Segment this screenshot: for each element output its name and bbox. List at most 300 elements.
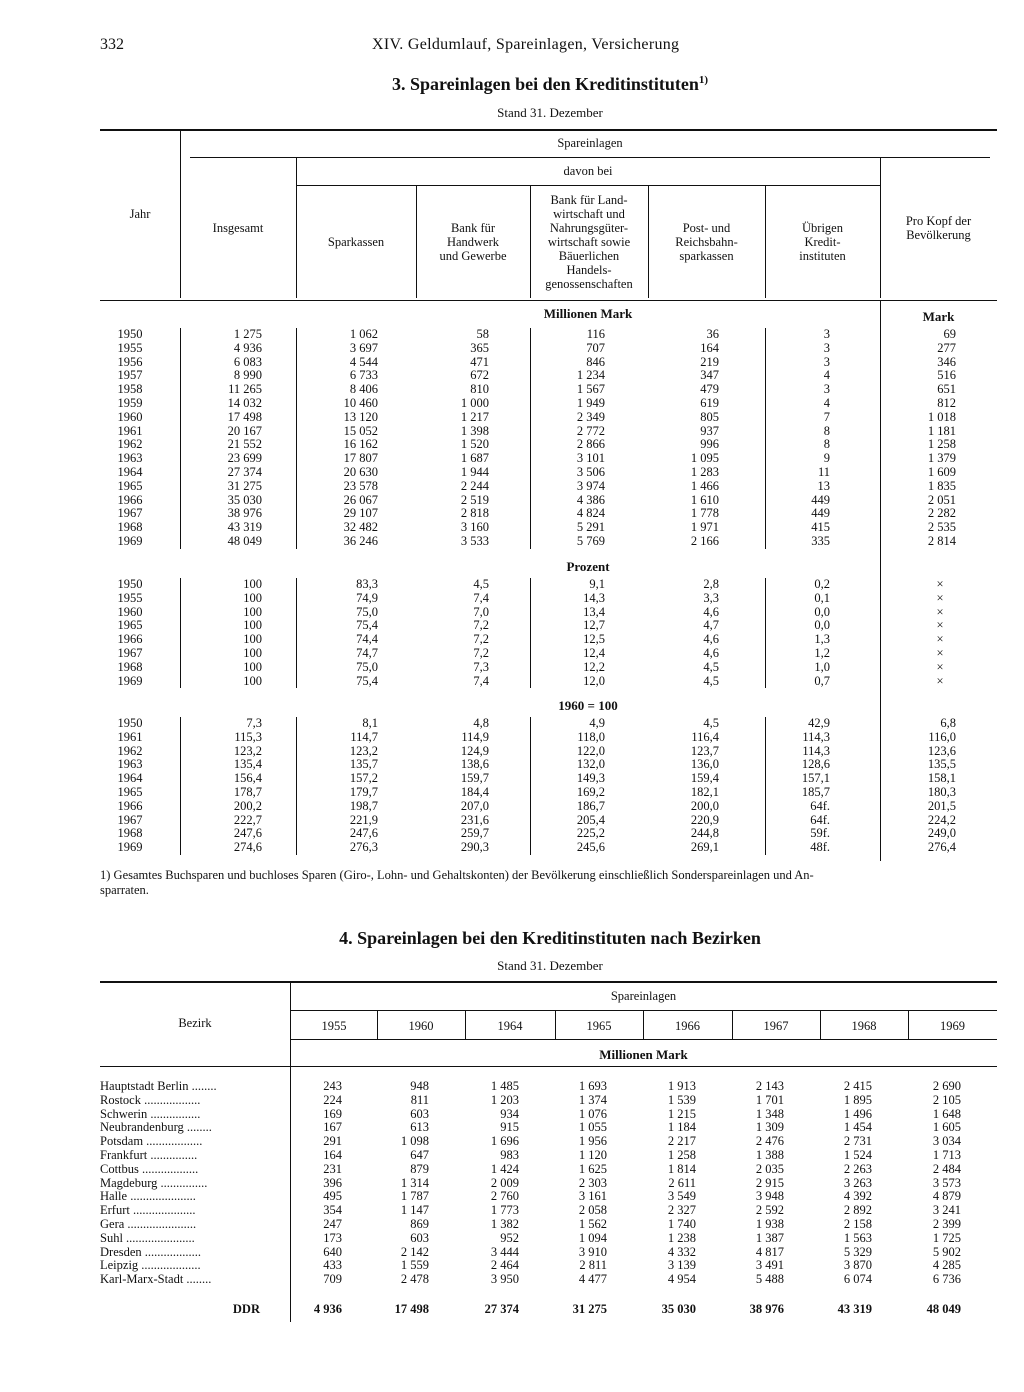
ddr-total-cell: 31 275 <box>572 1302 607 1316</box>
bezirk-name: Schwerin ................ <box>100 1106 201 1121</box>
table-cell: 1968 <box>117 826 143 841</box>
table4-rule-years <box>290 1039 997 1040</box>
table-cell: 231,6 <box>460 812 489 827</box>
table-cell: 12,7 <box>583 618 605 633</box>
table-cell: 3 139 <box>667 1258 696 1273</box>
table-cell: 156,4 <box>233 771 262 786</box>
table-cell: 136,0 <box>690 757 719 772</box>
table-cell: 1962 <box>117 437 143 452</box>
ddr-total-cell: 4 936 <box>313 1302 342 1316</box>
table-cell: 3 <box>823 327 830 341</box>
table-cell: 1966 <box>117 798 143 813</box>
table-cell: 35 030 <box>227 492 262 507</box>
table-cell: 1 314 <box>400 1175 429 1190</box>
bezirk-name: Halle ..................... <box>100 1189 196 1204</box>
table-cell: 1960 <box>117 409 143 424</box>
table-cell: 6 083 <box>233 354 262 369</box>
post-column <box>650 717 719 855</box>
table4-year-vrule <box>908 1011 909 1039</box>
table-cell: 1 095 <box>690 451 719 466</box>
table-cell: 1 605 <box>932 1120 961 1135</box>
header-bank-landwirtschaft: Bank für Land- wirtschaft und Nahrungsgüter- wirtschaft sowie Bäuerlichen Handels- genossenschaften <box>545 193 633 291</box>
table-cell: 1 559 <box>400 1258 429 1273</box>
table-cell: 116,4 <box>691 729 719 744</box>
table-cell: 4,8 <box>473 716 489 730</box>
table-cell: 2 915 <box>755 1175 784 1190</box>
table-cell: 1 944 <box>460 464 489 479</box>
bezirk-name: Dresden .................. <box>100 1244 202 1259</box>
table-cell: 937 <box>700 423 719 438</box>
table-cell: 185,7 <box>801 784 830 799</box>
table-cell: 7,2 <box>473 632 489 647</box>
table3-rule-spareinlagen <box>190 157 990 158</box>
table-cell: 2 519 <box>460 492 489 507</box>
table-cell: 3 160 <box>460 520 489 535</box>
table-cell: 2 142 <box>400 1244 429 1259</box>
table-cell: 167 <box>323 1120 342 1135</box>
table-cell: 2 611 <box>668 1175 696 1190</box>
table-cell: × <box>936 577 944 591</box>
table4-year-column <box>643 1080 696 1287</box>
table-cell: 224,2 <box>927 812 956 827</box>
table-cell: 157,2 <box>349 771 378 786</box>
pro-kopf-column <box>884 717 956 855</box>
table-cell: 12,0 <box>583 673 605 688</box>
table-cell: 3 <box>823 340 830 355</box>
table-cell: 1961 <box>117 423 143 438</box>
table-cell: 1 778 <box>690 506 719 521</box>
table-cell: 115,3 <box>234 729 262 744</box>
table-cell: 1 454 <box>843 1120 872 1135</box>
table-cell: 879 <box>410 1161 429 1176</box>
table-cell: 3 948 <box>755 1189 784 1204</box>
table-cell: 7,0 <box>473 604 489 619</box>
table-cell: 249,0 <box>927 826 956 841</box>
table-cell: 69 <box>943 327 956 341</box>
table-cell: 4 332 <box>667 1244 696 1259</box>
table-cell: 1 562 <box>578 1216 607 1231</box>
section-vrule <box>765 578 766 688</box>
table-cell: 0,2 <box>814 577 830 591</box>
table4-year-header: 1965 <box>586 1019 612 1033</box>
table-cell: 231 <box>323 1161 342 1176</box>
table-cell: 2 772 <box>576 423 605 438</box>
table-cell: 983 <box>500 1147 519 1162</box>
table-cell: 20 630 <box>343 464 378 479</box>
table-cell: 114,9 <box>461 729 489 744</box>
header-spareinlagen: Spareinlagen <box>557 136 623 150</box>
ddr-total-cell: 35 030 <box>661 1302 696 1316</box>
year-column <box>100 578 160 688</box>
table-cell: 36 246 <box>343 533 378 548</box>
table-cell: × <box>936 673 944 688</box>
table-cell: 1967 <box>117 812 143 827</box>
header-davon-bei: davon bei <box>563 164 613 178</box>
table-cell: 1 956 <box>578 1134 607 1149</box>
table-cell: 1 018 <box>927 409 956 424</box>
section-vrule <box>765 717 766 855</box>
table-cell: 603 <box>410 1230 429 1245</box>
table-cell: 135,4 <box>233 757 262 772</box>
table-cell: 1 388 <box>755 1147 784 1162</box>
table-cell: 17 807 <box>343 451 378 466</box>
table-cell: 1 563 <box>843 1230 872 1245</box>
table4-year-header: 1960 <box>408 1019 434 1033</box>
table3-subtitle: Stand 31. Dezember <box>497 105 603 120</box>
table-cell: 1 913 <box>667 1079 696 1093</box>
table-cell: 2 263 <box>843 1161 872 1176</box>
section-unit-index: 1960 = 100 <box>558 698 618 713</box>
table-cell: 5 902 <box>932 1244 961 1259</box>
table-cell: 4 824 <box>576 506 605 521</box>
table-cell: 75,0 <box>356 604 378 619</box>
table-cell: 1 258 <box>667 1147 696 1162</box>
table-cell: 3 161 <box>578 1189 607 1204</box>
table4-subtitle: Stand 31. Dezember <box>497 958 603 973</box>
table-cell: 100 <box>243 673 262 688</box>
table-cell: 186,7 <box>576 798 605 813</box>
table-cell: 201,5 <box>927 798 956 813</box>
table-cell: 13,4 <box>583 604 605 619</box>
table-cell: 2 814 <box>927 533 956 548</box>
table3-top-rule <box>100 129 997 131</box>
table-cell: 1969 <box>117 673 143 688</box>
bezirk-name: Suhl ...................... <box>100 1230 195 1245</box>
table4-year-vrule <box>643 1011 644 1039</box>
table-cell: 158,1 <box>927 771 956 786</box>
table-cell: 14 032 <box>227 395 262 410</box>
table-cell: 1962 <box>117 743 143 758</box>
table-cell: 672 <box>470 368 489 383</box>
table-cell: 1 466 <box>690 478 719 493</box>
table3-vrule <box>180 130 181 298</box>
table-cell: 1 520 <box>460 437 489 452</box>
bank-landwirtschaft-column <box>534 717 605 855</box>
table-cell: 4,6 <box>703 632 719 647</box>
year-column <box>100 328 160 549</box>
table-cell: 222,7 <box>233 812 262 827</box>
table-cell: 805 <box>700 409 719 424</box>
table-cell: 128,6 <box>801 757 830 772</box>
table-cell: 114,3 <box>802 729 830 744</box>
table3-rule-davon <box>296 185 880 186</box>
table4-year-header: 1955 <box>321 1019 347 1033</box>
table4-year-header: 1969 <box>940 1019 965 1033</box>
table-cell: 178,7 <box>233 784 262 799</box>
table-cell: 244,8 <box>690 826 719 841</box>
table-cell: 1 215 <box>667 1106 696 1121</box>
table-cell: 1 120 <box>578 1147 607 1162</box>
table-cell: 74,7 <box>356 645 378 660</box>
table-cell: 1964 <box>117 464 143 479</box>
table4-year-column <box>377 1080 429 1287</box>
table-cell: 1967 <box>117 645 143 660</box>
table-cell: 1 971 <box>690 520 719 535</box>
table-cell: 3 241 <box>932 1203 961 1218</box>
table-cell: 1 309 <box>755 1120 784 1135</box>
table-cell: 1964 <box>117 771 143 786</box>
table-cell: 1 379 <box>927 451 956 466</box>
table-cell: 8 990 <box>233 368 262 383</box>
table-cell: 100 <box>243 577 262 591</box>
table-cell: 1 787 <box>400 1189 429 1204</box>
table-cell: 1963 <box>117 451 143 466</box>
table-cell: 1950 <box>117 716 143 730</box>
table-cell: 1 696 <box>490 1134 519 1149</box>
table-cell: 4,5 <box>473 577 489 591</box>
sparkassen-column <box>300 717 378 855</box>
table-cell: 2 327 <box>667 1203 696 1218</box>
table-cell: 135,5 <box>927 757 956 772</box>
table-cell: 15 052 <box>343 423 378 438</box>
table-cell: 149,3 <box>576 771 605 786</box>
table4-year-column <box>732 1080 784 1287</box>
table-cell: 347 <box>700 368 719 383</box>
table-cell: 2 158 <box>843 1216 872 1231</box>
bezirk-name: Hauptstadt Berlin ........ <box>100 1080 217 1093</box>
table-cell: 124,9 <box>460 743 489 758</box>
table-cell: 132,0 <box>576 757 605 772</box>
table-cell: 114,7 <box>350 729 378 744</box>
table3-title: 3. Spareinlagen bei den Kreditinstituten$^{1)}$ <box>391 74 709 94</box>
table-cell: 810 <box>470 382 489 397</box>
table-cell: 7,4 <box>473 673 489 688</box>
table-cell: 198,7 <box>349 798 378 813</box>
table-cell: 122,0 <box>576 743 605 758</box>
table-cell: 4,5 <box>703 659 719 674</box>
table-cell: 7,4 <box>473 590 489 605</box>
section-unit-mark: Mark <box>922 309 955 324</box>
table-cell: 1 725 <box>932 1230 961 1245</box>
table4-year-column <box>820 1080 872 1287</box>
table-cell: 3 533 <box>460 533 489 548</box>
table-cell: 180,3 <box>927 784 956 799</box>
table-cell: 173 <box>323 1230 342 1245</box>
table-cell: 1950 <box>117 327 143 341</box>
post-column <box>650 578 719 688</box>
section-vrule <box>180 578 181 688</box>
header-bank-handwerk: Bank für Handwerk und Gewerbe <box>439 221 507 263</box>
table3-vrule <box>296 158 297 298</box>
table4-year-vrule <box>732 1011 733 1039</box>
table-cell: 75,4 <box>356 618 378 633</box>
table-cell: 2 415 <box>843 1079 872 1093</box>
table-cell: 0,7 <box>814 673 830 688</box>
table-cell: 1 374 <box>578 1092 607 1107</box>
footnote-line-1: 1) Gesamtes Buchsparen und buchloses Sparen (Giro-, Lohn- und Gehaltskonten) der Bevölkerung einschließlich Sonderspareinlagen und An- <box>100 868 814 882</box>
table-cell: 2 484 <box>932 1161 961 1176</box>
table-cell: 20 167 <box>227 423 262 438</box>
header-uebrigen: Übrigen Kredit- instituten <box>799 221 846 263</box>
ddr-total-cell: 27 374 <box>484 1302 519 1316</box>
table-cell: 114,3 <box>802 743 830 758</box>
table-cell: 11 <box>817 464 830 479</box>
table-cell: 4 817 <box>755 1244 784 1259</box>
header-jahr: Jahr <box>129 207 151 221</box>
section-unit-prozent: Prozent <box>566 559 610 574</box>
uebrigen-column <box>770 717 830 855</box>
table-cell: × <box>936 618 944 633</box>
post-column <box>650 328 719 549</box>
table-cell: 1956 <box>117 354 143 369</box>
table-cell: 709 <box>323 1272 342 1287</box>
table-cell: 1 062 <box>349 327 378 341</box>
table-cell: 290,3 <box>460 840 489 855</box>
table-cell: 3 950 <box>490 1272 519 1287</box>
table-cell: 2 035 <box>755 1161 784 1176</box>
bezirk-name: Neubrandenburg ........ <box>100 1120 212 1135</box>
table-cell: 225,2 <box>576 826 605 841</box>
table-cell: 1 949 <box>576 395 605 410</box>
table4-year-header: 1966 <box>675 1019 700 1033</box>
table-cell: 9,1 <box>589 577 605 591</box>
table-cell: 123,6 <box>927 743 956 758</box>
table-cell: 1 283 <box>690 464 719 479</box>
table-cell: 1 895 <box>843 1092 872 1107</box>
section-unit-millionen: Millionen Mark <box>543 306 633 321</box>
bezirk-column <box>100 1080 275 1287</box>
table-cell: 1 076 <box>578 1106 607 1121</box>
table-cell: 13 <box>817 478 830 493</box>
table-cell: 3 697 <box>349 340 378 355</box>
table-cell: 1 496 <box>843 1106 872 1121</box>
section-vrule <box>180 328 181 549</box>
table-cell: 1 147 <box>400 1203 429 1218</box>
table-cell: 2 009 <box>490 1175 519 1190</box>
table-cell: 5 769 <box>576 533 605 548</box>
table-cell: 1967 <box>117 506 143 521</box>
section-vrule <box>530 328 531 549</box>
table-cell: 245,6 <box>576 840 605 855</box>
table4-year-vrule <box>555 1011 556 1039</box>
table-cell: 603 <box>410 1106 429 1121</box>
sparkassen-column <box>300 328 378 549</box>
table-cell: 159,4 <box>690 771 719 786</box>
table-cell: 1969 <box>117 533 143 548</box>
table4-year-header: 1964 <box>497 1019 523 1033</box>
table-cell: 4 <box>823 395 830 410</box>
table-cell: 100 <box>243 659 262 674</box>
table-cell: 17 498 <box>227 409 262 424</box>
table-cell: 4 <box>823 368 830 383</box>
table-cell: 2 244 <box>460 478 489 493</box>
table-cell: 13 120 <box>343 409 378 424</box>
table-cell: 1 609 <box>927 464 956 479</box>
table-cell: 433 <box>323 1258 342 1273</box>
table-cell: 100 <box>243 590 262 605</box>
table-cell: 12,4 <box>583 645 605 660</box>
table-cell: 1958 <box>117 382 143 397</box>
table-cell: 6 074 <box>843 1272 872 1287</box>
header-insgesamt: Insgesamt <box>212 221 264 235</box>
table-cell: 516 <box>937 368 956 383</box>
table-cell: 16 162 <box>343 437 378 452</box>
table-cell: 2 478 <box>400 1272 429 1287</box>
table-cell: 1 382 <box>490 1216 519 1231</box>
table-cell: 3 444 <box>490 1244 519 1259</box>
insgesamt-column <box>182 328 262 549</box>
sparkassen-column <box>300 578 378 688</box>
table-cell: 6,8 <box>940 716 956 730</box>
table-cell: 1 687 <box>460 451 489 466</box>
table-cell: 200,2 <box>233 798 262 813</box>
table-cell: 23 699 <box>227 451 262 466</box>
table-cell: 3 <box>823 382 830 397</box>
table-cell: 651 <box>937 382 956 397</box>
table-cell: 138,6 <box>460 757 489 772</box>
table-cell: 4 386 <box>576 492 605 507</box>
table-cell: 415 <box>811 520 830 535</box>
table-cell: 3 101 <box>576 451 605 466</box>
table-cell: 996 <box>700 437 719 452</box>
table-cell: 2 892 <box>843 1203 872 1218</box>
table-cell: 1955 <box>117 590 143 605</box>
table-cell: 1 217 <box>460 409 489 424</box>
table-cell: 32 482 <box>343 520 378 535</box>
table-cell: 449 <box>811 506 830 521</box>
table-cell: 3 573 <box>932 1175 961 1190</box>
ddr-total-cell: 38 976 <box>749 1302 784 1316</box>
table-cell: × <box>936 645 944 660</box>
bezirk-name: Karl-Marx-Stadt ........ <box>100 1272 212 1287</box>
table-cell: 59f. <box>810 826 830 841</box>
section-vrule <box>296 328 297 549</box>
table-cell: 164 <box>700 340 719 355</box>
table-cell: 207,0 <box>460 798 489 813</box>
table-cell: 64f. <box>810 798 830 813</box>
table-cell: 1 275 <box>233 327 262 341</box>
table-cell: 934 <box>500 1106 519 1121</box>
table-cell: 471 <box>470 354 489 369</box>
table-cell: 1 348 <box>755 1106 784 1121</box>
bezirk-name: Leipzig ................... <box>100 1258 201 1273</box>
table-cell: 7,2 <box>473 618 489 633</box>
table4-title: 4. Spareinlagen bei den Kreditinstituten nach Bezirken <box>339 928 761 948</box>
bezirk-name: Magdeburg ............... <box>100 1175 208 1190</box>
uebrigen-column <box>770 578 830 688</box>
table-cell: 1 424 <box>490 1161 519 1176</box>
table-cell: 159,7 <box>460 771 489 786</box>
insgesamt-column <box>182 578 262 688</box>
table-cell: 952 <box>500 1230 519 1245</box>
table-cell: 3 491 <box>755 1258 784 1273</box>
table-cell: 1 539 <box>667 1092 696 1107</box>
table-cell: 1 098 <box>400 1134 429 1149</box>
ddr-total-cell: 48 049 <box>926 1302 961 1316</box>
table-cell: 247 <box>323 1216 342 1231</box>
table-cell: 0,0 <box>814 618 830 633</box>
bezirk-name: Erfurt .................... <box>100 1203 196 1218</box>
table-cell: 200,0 <box>690 798 719 813</box>
table4-header-bezirk: Bezirk <box>178 1016 212 1030</box>
table-cell: 1 184 <box>667 1120 696 1135</box>
table-cell: 1965 <box>117 618 143 633</box>
table-cell: 21 552 <box>227 437 262 452</box>
table-cell: 3 870 <box>843 1258 872 1273</box>
table-cell: 1 238 <box>667 1230 696 1245</box>
table-cell: 3,3 <box>703 590 719 605</box>
table-cell: 4 544 <box>349 354 378 369</box>
table4-year-vrule <box>377 1011 378 1039</box>
table-cell: 365 <box>470 340 489 355</box>
table-cell: 2 464 <box>490 1258 519 1273</box>
table4-year-header: 1968 <box>851 1019 877 1033</box>
table-cell: 11 265 <box>228 382 262 397</box>
table-cell: 4 285 <box>932 1258 961 1273</box>
table4-year-column <box>465 1080 519 1287</box>
table-cell: 613 <box>410 1120 429 1135</box>
bezirk-name: Gera ...................... <box>100 1216 197 1231</box>
